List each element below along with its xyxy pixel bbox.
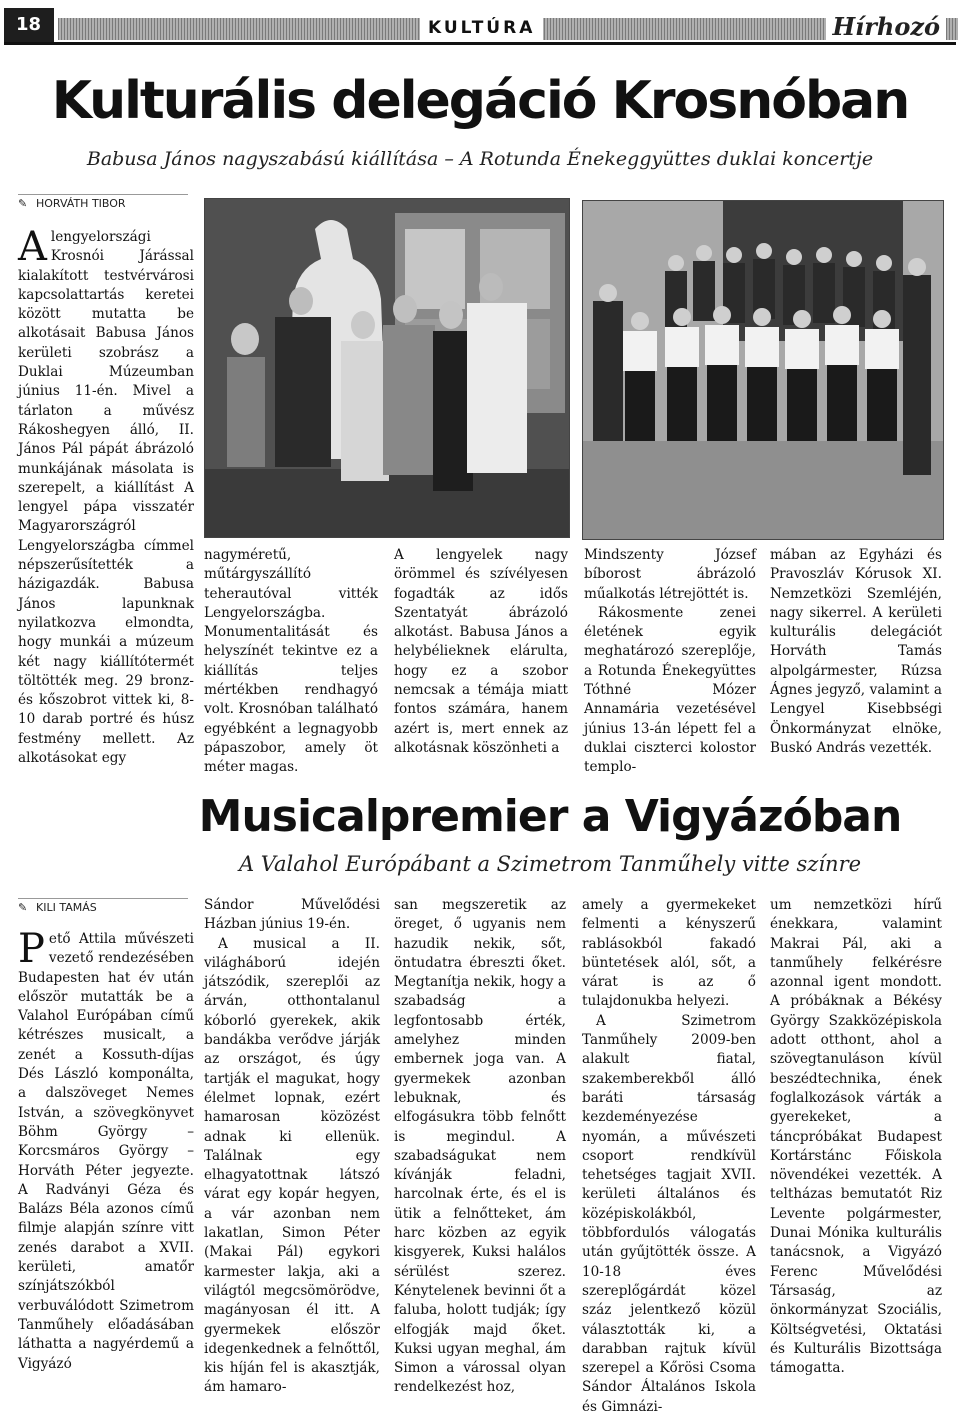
article1-column-1 [18,224,194,768]
article1-author: HORVÁTH TIBOR [36,197,126,210]
dropcap: P [18,926,45,972]
page-header [0,8,960,44]
page-number: 18 [4,8,54,42]
choir-photo-image [583,201,943,539]
choir-photo [582,200,944,540]
header-rule [4,42,956,45]
delegation-photo [204,198,570,538]
article1-title: Kulturális delegáció Krosnóban [51,71,909,131]
article1-byline [18,194,188,210]
article1-column-3: A lengyelek nagy örömmel és szívélyesen fogadták az idős Szentatyát ábrázoló alkotást. Babusa János a helybélieknek elárulta, hogy ez a szobor nemcsak a témája miatt fontos számára, hanem azért is, mert ennek az alkotásnak köszönheti a [394,547,568,756]
article2-column-3: san megszeretik az öreget, ő ugyanis nem hazudik nekik, sőt, öntudatra ébreszti őket. Megtanítja nekik, hogy a szabadság a legfontosabb érték, amelyhez minden embernek joga van. A gyermekek azonban lebuknak, és elfogásukra több felnőtt is megindul. A szabadságukat nem kívánják feladni, harcolnak érte, és el is ütik a felnőtteket, ám harc közben az egyik kisgyerek, Kuksi halálos sérülést szerez. Kénytelenek bevinni őt a faluba, holott tudják; így elfogják majd őket. Kuksi ugyan meghal, ám Simon a várossal olyan rendelkezést hoz, [394,897,566,1396]
article2-byline [18,898,188,914]
delegation-photo-image [205,199,569,537]
article2-author: KILI TAMÁS [36,901,97,914]
article1-column-2: nagyméretű, műtárgyszállító teherautóval vitték Lengyelországba. Monumentalitását és helyszínét tekintve ez a kiállítás teljes mértékben rendhagyó volt. Krosnóban található egyébként a legnagyobb pápaszobor, amely öt méter magas. [204,547,378,776]
article1-column-4: Mindszenty József bíborost ábrázoló műalkotás létrejöttét is. Rákosmente zenei életének egyik meghatározó szereplője, a Rotunda Énekegyüttes Tóthné Mózer Annamária vezetésével június 13-án lépett fel a duklai ciszterci kolostor templo- [584,547,756,776]
article2-title: Musicalpremier a Vigyázóban [198,791,902,842]
article1-subtitle: Babusa János nagyszabású kiállítása – A Rotunda Énekeggyüttes duklai koncertje [86,148,874,170]
pen-icon: ✎ [18,197,28,210]
section-name: KULTÚRA [420,14,543,42]
newspaper-logo: Hírhozó [826,12,946,42]
article1-column-5: mában az Egyházi és Pravoszláv Kórusok XI. Nemzetközi Szemléjén, nagy sikerrel. A kerületi kulturális delegációt Horváth Tamás alpolgármester, Rúzsa Ágnes jegyző, valamint a Lengyel Kisebbségi Önkormányzat elnöke, Buskó András vezették. [770,547,942,756]
article2-paragraph: Pető Attila művészeti vezető rendezésében Budapesten hat év után először mutatták be a Valahol Európában című kétrészes musicalt, a zenét a Kossuth-díjas Dés László komponálta, a dalszöveget Nemes István, a szövegkönyvet Böhm György – Korcsmáros György – Horváth Péter jegyezte. A Radványi Géza és Balázs Béla azonos című filmje alapján színre vitt zenés darabot a XVII. kerületi, amatőr színjátszókból verbuválódott Szimetrom Tanműhely előadásában láthatta a nagyérdemű a Vigyázó [18,926,194,1372]
article2-subtitle: A Valahol Európábant a Szimetrom Tanműhely vitte színre [238,852,862,876]
pen-icon: ✎ [18,901,28,914]
article2-column-2: Sándor Művelődési Házban június 19-én. A musical a II. világháború idején játszódik, szereplői az árván, otthontalanul kóborló gyerekek, akik bandákba verődve járják az országot, és úgy tartják el magukat, hogy élelmet lopnak, ezért hamarosan közözést adnak ki ellenük. Találnak egy elhagyatottnak látszó várat egy kopár hegyen, a vár azonban nem lakatlan, Simon Péter (Makai Pál) egykori karmester lakja, aki a világtól megcsömörödve, magányosan él itt. A gyermekek először idegenkednek a felnőttől, kis híján fel is akasztják, ám hamaro- [204,897,380,1396]
article2-column-4: amely a gyermekeket felmenti a kényszerű rablásokból fakadó büntetések alól, sőt, a várat is az ő tulajdonukba helyezi. A Szimetrom Tanműhely 2009-ben alakult fiatal, szakemberekből álló baráti társaság kezdeményezése nyomán, a művészeti csoport rendkívül tehetséges tagjait XVII. kerületi általános és középiskolákból, többfordulós válogatás után gyűjtötték össze. A 10-18 éves szereplőgárdát közel száz jelentkező közül választották ki, a darabban rajtuk kívül szerepel a Kőrösi Csoma Sándor Általános Iskola és Gimnázi- [582,897,756,1415]
article2-column-5: um nemzetközi hírű énekkara, valamint Makrai Pál, aki a tanműhely felkérésre azonnal igent mondott. A próbáknak a Békésy György Szakközépiskola adott otthont, ahol a szövegtanuláson kívül beszédtechnika, ének foglalkozások várták a gyerekeket, a táncpróbákat Budapest Kortárstánc Főiskola növendékei vezették. A teltházas bemutatót Riz Levente polgármester, Dunai Mónika kulturális tanácsnok, a Vigyázó Ferenc Művelődési Társaság, az önkormányzat Szociális, Költségvetési, Oktatási és Kulturális Bizottsága támogatta. [770,897,942,1377]
article1-paragraph: Alengyelországi Krosnói Járással kialakított testvérvárosi kapcsolattartás keretei között mutatta be alkotásait Babusa János kerületi szobrász a Duklai Múzeumban június 11-én. Mivel a tárlaton a művész Rákoshegyen álló, II. János Pál pápát ábrázoló munkájának másolata is szerepelt, a kiállítást A lengyel pápa visszatér Magyarországról Lengyelországba címmel népszerűsítették a házigazdák. Babusa János lapunknak nyilatkozva elmondta, hogy munkái a múzeum két nagy kiállítótermét töltötték meg. 29 bronz- és kőszobrot vittek ki, 8-10 darab portré és húsz festmény mellett. Az alkotásokat egy [18,224,194,767]
dropcap: A [18,224,47,270]
article2-column-1 [18,926,194,1374]
